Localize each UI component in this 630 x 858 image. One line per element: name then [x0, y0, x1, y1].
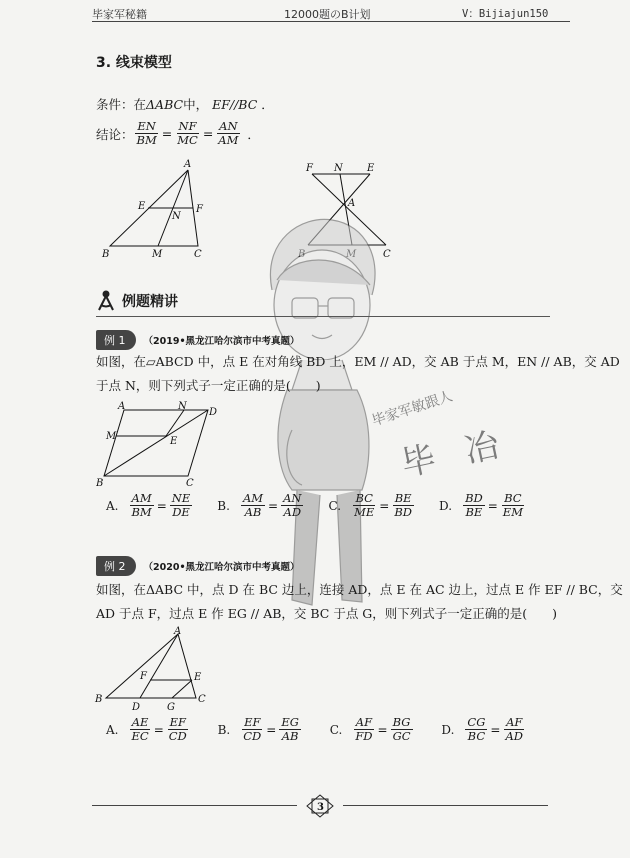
ex2-label-b: B — [95, 694, 103, 705]
example1-figure — [96, 400, 226, 490]
example2-option-c[interactable]: C. $\frac{AF}{FD}$ = $\frac{BG}{GC}$ — [329, 715, 411, 743]
header-rule — [92, 21, 570, 22]
condition-label: 条件： — [96, 97, 134, 112]
example1-line-2: 于点 N，则下列式子一定正确的是( ) — [96, 378, 321, 393]
example2-line-2: AD 于点 F，过点 E 作 EG // AB，交 BC 于点 G，则下列式子一定正确的是( ) — [96, 606, 558, 621]
footer-rule-right — [343, 805, 548, 806]
example1-option-b[interactable]: B. $\frac{AM}{AB}$ = $\frac{AN}{AD}$ — [217, 491, 302, 519]
conclusion-label: 结论： — [96, 126, 134, 142]
example1-option-a[interactable]: A. $\frac{AM}{BM}$ = $\frac{NE}{DE}$ — [106, 491, 191, 519]
conclusion-frac-3: $\frac{AN}{AM}$ — [218, 119, 239, 147]
condition-parallel: EF//BC — [212, 97, 258, 112]
ex2-label-d: D — [132, 702, 141, 713]
conclusion-frac-1: $\frac{EN}{BM}$ — [136, 119, 157, 147]
conclusion-line: 结论： $\frac{EN}{BM}$ = $\frac{NF}{MC}$ = $\frac{AN}{AM}$ ． — [96, 119, 260, 147]
examples-rule — [96, 316, 550, 317]
fig1-label-f: F — [196, 204, 203, 215]
ex1-label-n: N — [178, 401, 187, 412]
ex1-label-c: C — [186, 478, 194, 489]
ex1-label-a: A — [118, 401, 126, 412]
example2-line-1: 如图，在ΔABC 中，点 D 在 BC 边上，连接 AD，点 E 在 AC 边上，过点 E 作 EF // BC，交 — [96, 582, 623, 597]
ex2-label-e: E — [194, 672, 202, 683]
fig1-label-b: B — [102, 249, 110, 260]
ex2-label-g: G — [167, 702, 175, 713]
figure-fan-model-1 — [96, 158, 216, 263]
example2-option-d[interactable]: D. $\frac{CG}{BC}$ = $\frac{AF}{AD}$ — [441, 715, 523, 743]
fig2-label-a: A — [348, 198, 356, 209]
example2-option-a[interactable]: A. $\frac{AE}{EC}$ = $\frac{EF}{CD}$ — [106, 715, 187, 743]
ex2-label-a: A — [174, 626, 182, 637]
example1-options — [106, 492, 526, 519]
fig2-label-e: E — [367, 163, 375, 174]
ex1-label-b: B — [96, 478, 104, 489]
conclusion-frac-2: $\frac{NF}{MC}$ — [177, 119, 198, 147]
ex1-label-m: M — [106, 431, 117, 442]
example1-badge: 例 1 — [96, 330, 136, 350]
fig2-label-c: C — [383, 249, 391, 260]
example2-option-b[interactable]: B. $\frac{EF}{CD}$ = $\frac{EG}{AB}$ — [217, 715, 299, 743]
fig1-label-c: C — [194, 249, 202, 260]
fig2-label-f: F — [306, 163, 313, 174]
example2-header — [96, 556, 300, 576]
example2-source: （2020•黑龙江哈尔滨市中考真题） — [143, 562, 300, 573]
example2-options — [106, 716, 526, 743]
example1-source: （2019•黑龙江哈尔滨市中考真题） — [143, 336, 300, 347]
fig1-label-a: A — [184, 159, 192, 170]
example1-option-c[interactable]: C. $\frac{BC}{ME}$ = $\frac{BE}{BD}$ — [328, 491, 412, 519]
ex1-label-e: E — [170, 436, 178, 447]
ex1-label-d: D — [209, 407, 218, 418]
watermark-line-1: 毕家军敏跟人 — [369, 388, 455, 430]
header-left: 毕家军秘籍 — [92, 8, 147, 21]
fig1-label-m: M — [152, 249, 163, 260]
fig1-label-e: E — [138, 201, 146, 212]
watermark-line-2: 毕 冶 — [397, 423, 513, 485]
fig1-label-n: N — [172, 211, 181, 222]
ex2-label-c: C — [198, 694, 206, 705]
page-number-frame — [306, 794, 334, 818]
compass-icon — [96, 290, 116, 312]
examples-title: 例题精讲 — [122, 294, 178, 310]
example1-option-d[interactable]: D. $\frac{BD}{BE}$ = $\frac{BC}{EM}$ — [439, 491, 523, 519]
section-title: 3. 线束模型 — [96, 55, 172, 71]
example1-line-1: 如图，在▱ABCD 中，点 E 在对角线 BD 上，EM // AD，交 AB 于点 M，EN // AB，交 AD — [96, 354, 620, 369]
example2-badge: 例 2 — [96, 556, 136, 576]
example2-figure — [92, 626, 222, 716]
examples-heading — [96, 290, 178, 312]
condition-line: 条件：在ΔABC中， EF//BC ． — [96, 97, 274, 112]
header-center: 12000题のB计划 — [284, 8, 371, 21]
footer-rule-left — [92, 805, 297, 806]
fig2-label-n: N — [334, 163, 343, 174]
header-right: V：Bijiajun150 — [462, 8, 549, 20]
ex2-label-f: F — [140, 671, 147, 682]
page-number: 3 — [317, 802, 324, 813]
example1-header — [96, 330, 300, 350]
